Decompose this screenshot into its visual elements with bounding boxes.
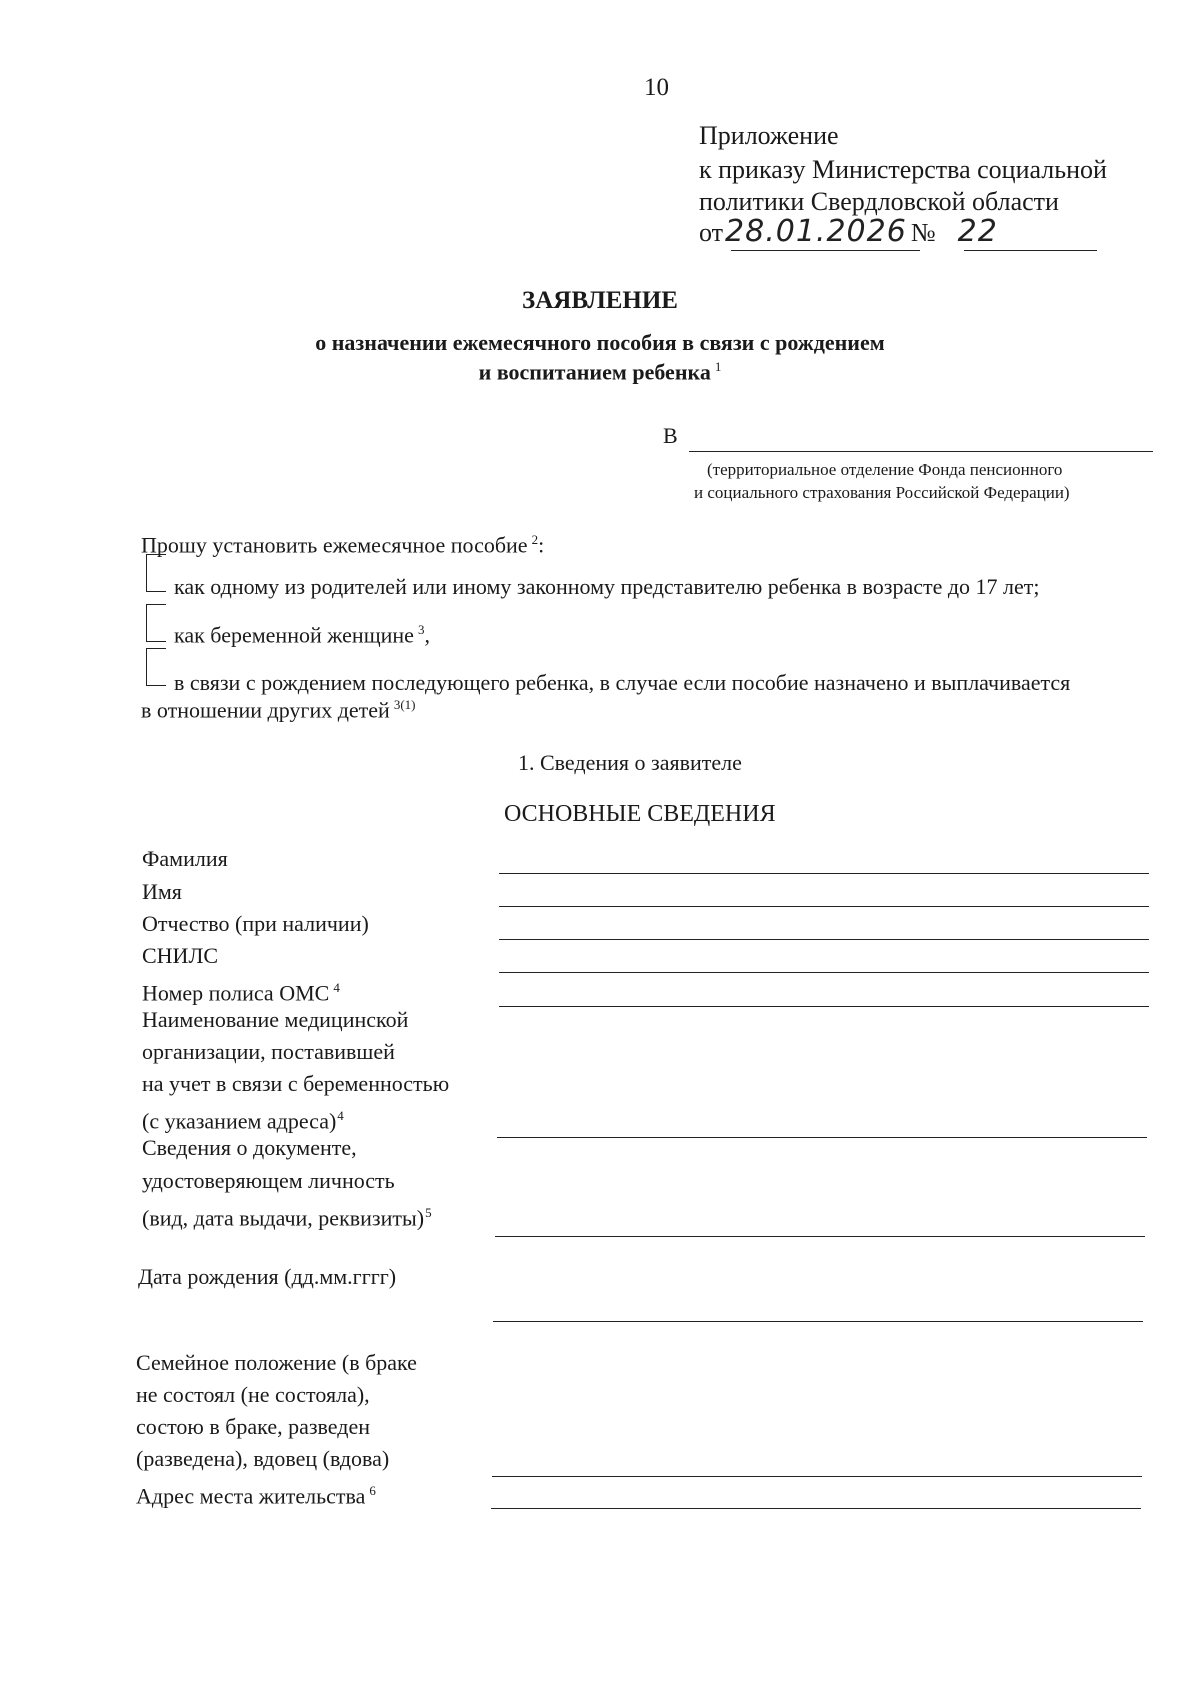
recipient-field[interactable] <box>689 451 1153 452</box>
patronymic-label: Отчество (при наличии) <box>142 911 369 936</box>
snils-field[interactable] <box>499 972 1149 973</box>
doc-field[interactable] <box>495 1236 1145 1237</box>
footnote-ref: 3 <box>417 622 425 637</box>
footnote-ref: 4 <box>337 1108 344 1123</box>
recipient-prefix: В <box>663 423 678 448</box>
doc-label-3-row <box>142 1197 432 1234</box>
document-subtitle-1: о назначении ежемесячного пособия в связи с рождением <box>315 330 885 355</box>
footnote-ref: 4 <box>333 980 340 995</box>
doc-label-3: (вид, дата выдачи, реквизиты) <box>142 1205 425 1231</box>
med-org-label-1: Наименование медицинской <box>142 1007 409 1032</box>
doc-label-2: удостоверяющем личность <box>142 1168 395 1193</box>
footnote-ref: 6 <box>369 1483 376 1498</box>
med-org-label-4: (с указанием адреса) <box>142 1108 337 1134</box>
section-heading: 1. Сведения о заявителе <box>518 750 742 775</box>
annex-line-2: к приказу Министерства социальной <box>699 155 1107 184</box>
recipient-hint-2: и социального страхования Российской Федерации) <box>694 483 1070 502</box>
family-label-3: состою в браке, разведен <box>136 1414 371 1439</box>
annex-number-prefix: № <box>910 218 936 247</box>
family-label-4: (разведена), вдовец (вдова) <box>136 1446 390 1471</box>
annex-date-prefix: от <box>699 218 724 247</box>
footnote-ref: 2 <box>531 532 539 547</box>
name-label: Имя <box>142 879 182 904</box>
family-label-1: Семейное положение (в браке <box>136 1350 417 1375</box>
request-intro: Прошу установить ежемесячное пособие <box>141 532 528 558</box>
option-subsequent-child-row-2 <box>141 697 416 723</box>
option-pregnant-label: как беременной женщине <box>174 622 414 648</box>
recipient-hint-1: (территориальное отделение Фонда пенсионного <box>707 460 1063 479</box>
footnote-ref: 3(1) <box>393 697 416 712</box>
med-org-label-2: организации, поставившей <box>142 1039 395 1064</box>
option-parent-label: как одному из родителей или иному законному представителю ребенка в возрасте до 17 лет; <box>174 574 1040 599</box>
option-parent-checkbox[interactable] <box>146 554 166 592</box>
name-field[interactable] <box>499 906 1149 907</box>
address-label-row <box>136 1475 376 1512</box>
snils-label: СНИЛС <box>142 943 219 968</box>
birth-date-field[interactable] <box>493 1321 1143 1322</box>
document-title: ЗАЯВЛЕНИЕ <box>522 287 678 314</box>
doc-label-1: Сведения о документе, <box>142 1135 357 1160</box>
annex-line-3: политики Свердловской области <box>699 187 1059 216</box>
document-subtitle-2-row <box>0 359 1200 385</box>
surname-label: Фамилия <box>142 846 228 871</box>
document-subtitle-2: и воспитанием ребенка <box>478 359 711 385</box>
birth-date-label: Дата рождения (дд.мм.гггг) <box>138 1264 397 1289</box>
patronymic-field[interactable] <box>499 939 1149 940</box>
option-subsequent-child-label-2: в отношении других детей <box>141 697 390 723</box>
address-label: Адрес места жительства <box>136 1483 366 1509</box>
section-subheading: ОСНОВНЫЕ СВЕДЕНИЯ <box>504 801 776 827</box>
annex-date-row <box>699 216 998 249</box>
annex-date-underline <box>731 250 920 251</box>
annex-line-1: Приложение <box>699 121 839 150</box>
med-org-field[interactable] <box>497 1137 1147 1138</box>
address-field[interactable] <box>491 1508 1141 1509</box>
annex-number-underline <box>964 250 1097 251</box>
option-pregnant-checkbox[interactable] <box>146 604 166 642</box>
annex-number: 22 <box>957 214 998 249</box>
family-status-field[interactable] <box>492 1476 1142 1477</box>
annex-date: 28.01.2026 <box>725 214 907 249</box>
oms-label: Номер полиса ОМС <box>142 980 330 1006</box>
footnote-ref: 5 <box>425 1205 432 1220</box>
option-pregnant-row <box>174 622 430 648</box>
request-intro-row <box>141 532 544 558</box>
med-org-label-3: на учет в связи с беременностью <box>142 1071 450 1096</box>
surname-field[interactable] <box>499 873 1149 874</box>
oms-field[interactable] <box>499 1006 1149 1007</box>
page-number: 10 <box>644 74 669 101</box>
option-pregnant-tail: , <box>424 622 430 648</box>
footnote-ref: 1 <box>714 359 722 374</box>
request-intro-colon: : <box>538 532 545 558</box>
family-label-2: не состоял (не состояла), <box>136 1382 370 1407</box>
option-subsequent-child-checkbox[interactable] <box>146 648 166 686</box>
option-subsequent-child-label: в связи с рождением последующего ребенка, в случае если пособие назначено и выплачивается <box>174 670 1071 695</box>
